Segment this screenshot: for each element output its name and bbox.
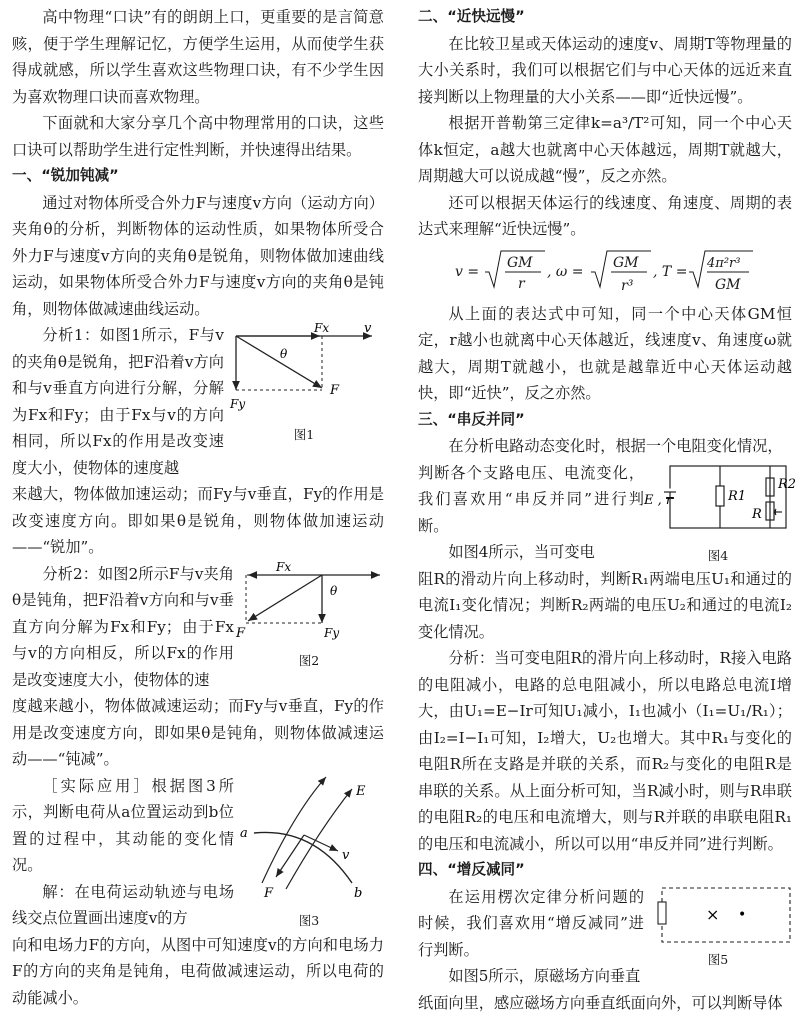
section-heading-1: 一、“锐加钝减”	[12, 163, 384, 190]
application-text: ［实际应用］根据图3所示，判断电荷从a位置运动到b位置的过程中，其动能的变化情况。	[12, 773, 234, 879]
right-column	[418, 4, 792, 1016]
figure-5-diagram	[644, 884, 792, 944]
svg-text:GM: GM	[715, 277, 741, 293]
v-label-3: v	[342, 848, 350, 863]
f-label-3: F	[263, 886, 274, 901]
circuit-analysis: 分析：当可变电阻R的滑片向上移动时，R接入电路的电阻减小，电路的总电阻减小，所以电路总电流I增大，由U₁=E−Ir可知U₁减小，I₁也减小（I₁=U₁/R₁）；由I₂=I−I₁可知，I₂增大，U₂也增大。其中R₁与变化的电阻R所在支路是并联的关系，而R₂与变化的电阻R是串联的关系。从上面分析可知，当R减小时，则与R串联的电阻R₂的电压和电流增大，则与R并联的串联电阻R₁的电压和电流减小，所以可以用“串反并同”进行判断。	[418, 645, 792, 857]
r1-label: R1	[727, 489, 746, 504]
kepler-paragraph: 根据开普勒第三定律k=a³/T²可知，同一个中心天体k恒定，a越大也就离中心天体越远，周期T就越大，周期越大可以说成越“慢”，反之亦然。	[418, 110, 792, 190]
e-label: E	[355, 784, 366, 799]
figure-4-caption: 图4	[644, 548, 792, 564]
section2-intro: 在比较卫星或天体运动的速度v、周期T等物理量的大小关系时，我们可以根据它们与中心天体的远近来直接判断以上物理量的大小关系——即“近快远慢”。	[418, 31, 792, 111]
svg-text:GM: GM	[613, 255, 639, 271]
figure-4	[644, 460, 792, 565]
svg-text:GM: GM	[507, 255, 533, 271]
figure-1-caption: 图1	[224, 427, 384, 443]
figure-1-diagram	[224, 322, 384, 418]
f-label: F	[329, 383, 340, 398]
intro-paragraph: 高中物理“口诀”有的朗朗上口，更重要的是言简意赅，便于学生理解记忆，方便学生运用，从而使学生获得成就感，所以学生喜欢这些物理口诀，有不少学生因为喜欢物理口诀而喜欢物理。	[12, 4, 384, 110]
a-label: a	[240, 826, 248, 841]
figure-5-caption: 图5	[644, 952, 792, 968]
figure-4-diagram	[644, 460, 792, 540]
f-arrow	[236, 336, 322, 388]
section1-intro: 通过对物体所受合外力F与速度v方向（运动方向）夹角θ的分析，判断物体的运动性质，如果物体所受合外力F与速度v方向的夹角θ是锐角，则物体做加速曲线运动，如果物体所受合外力F与速度v方向的夹角θ是钝角，则物体做减速曲线运动。	[12, 190, 384, 323]
fy-label-2: Fy	[323, 626, 339, 640]
figure5-rest-text: 纸面向里，感应磁场方向垂直纸面向外，可以判断导体	[418, 990, 792, 1016]
analysis2-side-text: 分析2：如图2所示F与v夹角θ是钝角，把F沿着v方向和与v垂直方向分解为Fx和Fy；由于Fx与v的方向相反，所以Fx的作用是改变速度大小，使物体的速	[12, 561, 234, 694]
circuit-block	[418, 460, 792, 566]
expression-conclusion: 从上面的表达式中可知，同一个中心天体GM恒定，r越小也就离中心天体越近，线速度v、角速度ω就越大，周期T就越小，也就是越靠近中心天体运动越快，即“近快”，反之亦然。	[418, 301, 792, 407]
formula-svg	[455, 245, 755, 299]
formula-omega-label: , ω =	[547, 264, 584, 280]
analysis1-rest-text: 来越大，物体做加速运动；而Fy与v垂直，Fy的作用是改变速度方向。即如果θ是锐角，则物体做加速运动——“锐加”。	[12, 481, 384, 561]
dot-icon: •	[738, 907, 746, 923]
v-label: v	[364, 321, 372, 336]
section3-side-text: 判断各个支路电压、电流变化，我们喜欢用“串反并同”进行判断。	[418, 460, 644, 540]
r-label: R	[751, 507, 762, 522]
application-block	[12, 773, 384, 932]
analysis1-block	[12, 322, 384, 481]
section-heading-4: 四、“增反减同”	[418, 857, 792, 884]
b-label: b	[354, 886, 362, 901]
formula-line	[418, 243, 792, 301]
section-heading-3: 三、“串反并同”	[418, 407, 792, 434]
theta-label-2: θ	[330, 584, 338, 598]
fy-label: Fy	[229, 397, 245, 411]
section-heading-2: 二、“近快远慢”	[418, 4, 792, 31]
f-label-2: F	[235, 626, 246, 641]
figure-2-caption: 图2	[234, 653, 384, 669]
f-arrow-2	[248, 575, 322, 621]
expression-intro: 还可以根据天体运行的线速度、角速度、周期的表达式来理解“近快远慢”。	[418, 190, 792, 243]
svg-text:4π²r³: 4π²r³	[706, 256, 740, 271]
cross-icon: ×	[706, 905, 719, 924]
er-label: E , r	[643, 493, 673, 508]
share-paragraph: 下面就和大家分享几个高中物理常用的口诀，这些口诀可以帮助学生进行定性判断，并快速得出结果。	[12, 110, 384, 163]
solution-rest-text: 向和电场力F的方向，从图中可知速度v的方向和电场力F的方向的夹角是钝角，电荷做减速运动，所以电荷的动能减小。	[12, 932, 384, 1012]
figure-5	[644, 884, 792, 969]
figure-2-diagram	[234, 561, 384, 645]
figure-2	[234, 561, 384, 670]
analysis1-side-text: 分析1：如图1所示，F与v的夹角θ是锐角，把F沿着v方向和与v垂直方向进行分解，分解为Fx和Fy；由于Fx与v的方向相同，所以Fx的作用是改变速度大小，使物体的速度越	[12, 322, 224, 481]
figure-1	[224, 322, 384, 443]
fx-label-2: Fx	[275, 560, 291, 574]
svg-text:r: r	[518, 276, 526, 292]
lenz-block	[418, 884, 792, 990]
solution-side-text: 解：在电荷运动轨迹与电场线交点位置画出速度v的方	[12, 879, 234, 932]
formula-v-label: v =	[455, 264, 479, 280]
left-column	[12, 4, 384, 1011]
figure-3-caption: 图3	[234, 913, 384, 929]
figure4-ref-text: 如图4所示，当可变电	[418, 539, 644, 566]
section4-intro: 在运用楞次定律分析问题的时候，我们喜欢用“增反减同”进行判断。	[418, 884, 644, 964]
formula-t-label: , T =	[653, 264, 687, 280]
figure4-question-text: 阻R的滑动片向上移动时，判断R₁两端电压U₁和通过的电流I₁变化情况；判断R₂两端的电压U₂和通过的电流I₂变化情况。	[418, 566, 792, 646]
svg-text:r³: r³	[621, 278, 634, 294]
fx-label: Fx	[313, 321, 329, 335]
figure-3-diagram	[234, 773, 384, 905]
figure5-ref-text: 如图5所示，原磁场方向垂直	[418, 963, 644, 990]
r2-label: R2	[777, 477, 796, 492]
theta-label: θ	[280, 347, 288, 361]
analysis2-block	[12, 561, 384, 694]
analysis2-rest-text: 度越来越小，物体做减速运动；而Fy与v垂直，Fy的作用是改变速度方向，即如果θ是钝角，则物体做减速运动——“钝减”。	[12, 693, 384, 773]
figure-3	[234, 773, 384, 930]
section3-intro: 在分析电路动态变化时，根据一个电阻变化情况，	[418, 433, 792, 460]
